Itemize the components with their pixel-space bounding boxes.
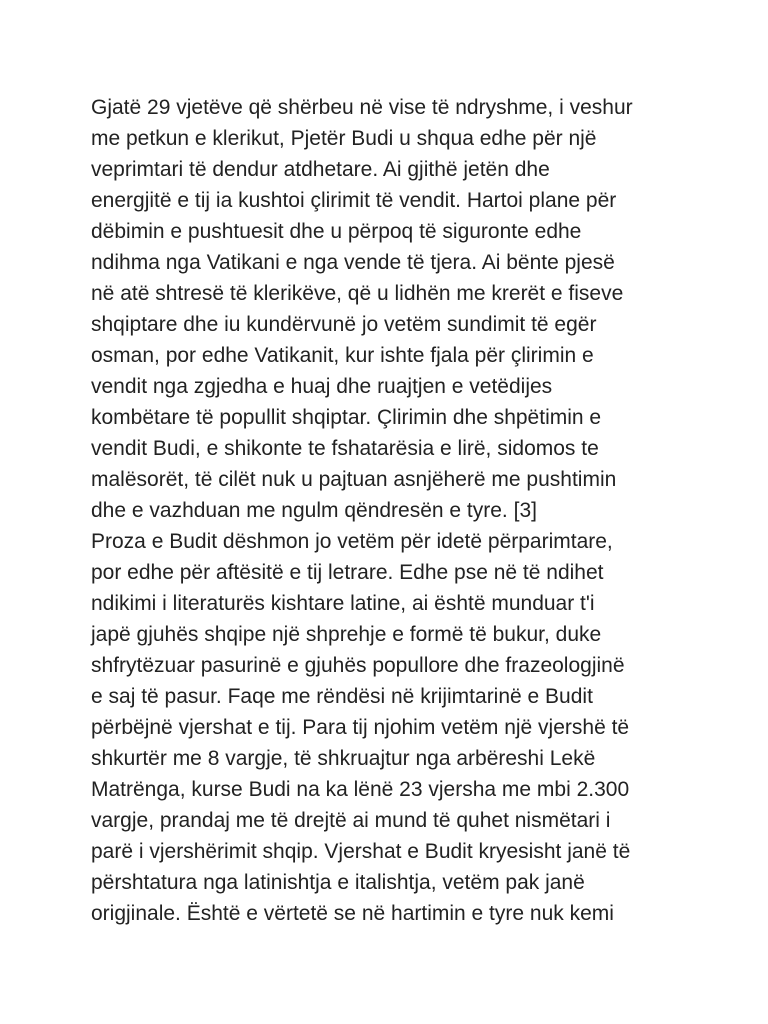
- text-line: origjinale. Është e vërtetë se në hartimin e tyre nuk kemi: [91, 902, 614, 925]
- text-line: veprimtari të dendur atdhetare. Ai gjithë jetën dhe: [91, 158, 550, 181]
- text-line: ndihma nga Vatikani e nga vende të tjera. Ai bënte pjesë: [91, 251, 615, 274]
- text-line: dhe e vazhduan me ngulm qëndresën e tyre. [3]: [91, 499, 537, 522]
- text-line: Matrënga, kurse Budi na ka lënë 23 vjersha me mbi 2.300: [91, 778, 630, 801]
- text-line: vargje, prandaj me të drejtë ai mund të quhet nismëtari i: [91, 809, 611, 832]
- text-line: kombëtare të popullit shqiptar. Çlirimin dhe shpëtimin e: [91, 406, 602, 429]
- text-line: japë gjuhës shqipe një shprehje e formë të bukur, duke: [91, 623, 602, 646]
- text-line: dëbimin e pushtuesit dhe u përpoq të siguronte edhe: [91, 220, 582, 243]
- text-line: por edhe për aftësitë e tij letrare. Edhe pse në të ndihet: [91, 561, 604, 584]
- text-line: e saj të pasur. Faqe me rëndësi në krijimtarinë e Budit: [91, 685, 593, 708]
- text-line: përshtatura nga latinishtja e italishtja, vetëm pak janë: [91, 871, 585, 894]
- text-line: Proza e Budit dëshmon jo vetëm për idetë përparimtare,: [91, 530, 613, 553]
- body-text: [91, 92, 691, 929]
- text-line: malësorët, të cilët nuk u pajtuan asnjëherë me pushtimin: [91, 468, 617, 491]
- text-line: vendit nga zgjedha e huaj dhe ruajtjen e vetëdijes: [91, 375, 553, 398]
- text-line: Gjatë 29 vjetëve që shërbeu në vise të ndryshme, i veshur: [91, 96, 633, 119]
- text-line: në atë shtresë të klerikëve, që u lidhën me krerët e fiseve: [91, 282, 624, 305]
- text-line: energjitë e tij ia kushtoi çlirimit të vendit. Hartoi plane për: [91, 189, 617, 212]
- text-line: vendit Budi, e shikonte te fshatarësia e lirë, sidomos te: [91, 437, 599, 460]
- text-line: ndikimi i literaturës kishtare latine, ai është munduar t'i: [91, 592, 595, 615]
- text-line: shkurtër me 8 vargje, të shkruajtur nga arbëreshi Lekë: [91, 747, 596, 770]
- text-line: parë i vjershërimit shqip. Vjershat e Budit kryesisht janë të: [91, 840, 631, 863]
- text-line: me petkun e klerikut, Pjetër Budi u shqua edhe për një: [91, 127, 597, 150]
- text-line: shfrytëzuar pasurinë e gjuhës popullore dhe frazeologjinë: [91, 654, 625, 677]
- text-line: osman, por edhe Vatikanit, kur ishte fjala për çlirimin e: [91, 344, 594, 367]
- text-line: shqiptare dhe iu kundërvunë jo vetëm sundimit të egër: [91, 313, 597, 336]
- text-line: përbëjnë vjershat e tij. Para tij njohim vetëm një vjershë të: [91, 716, 630, 739]
